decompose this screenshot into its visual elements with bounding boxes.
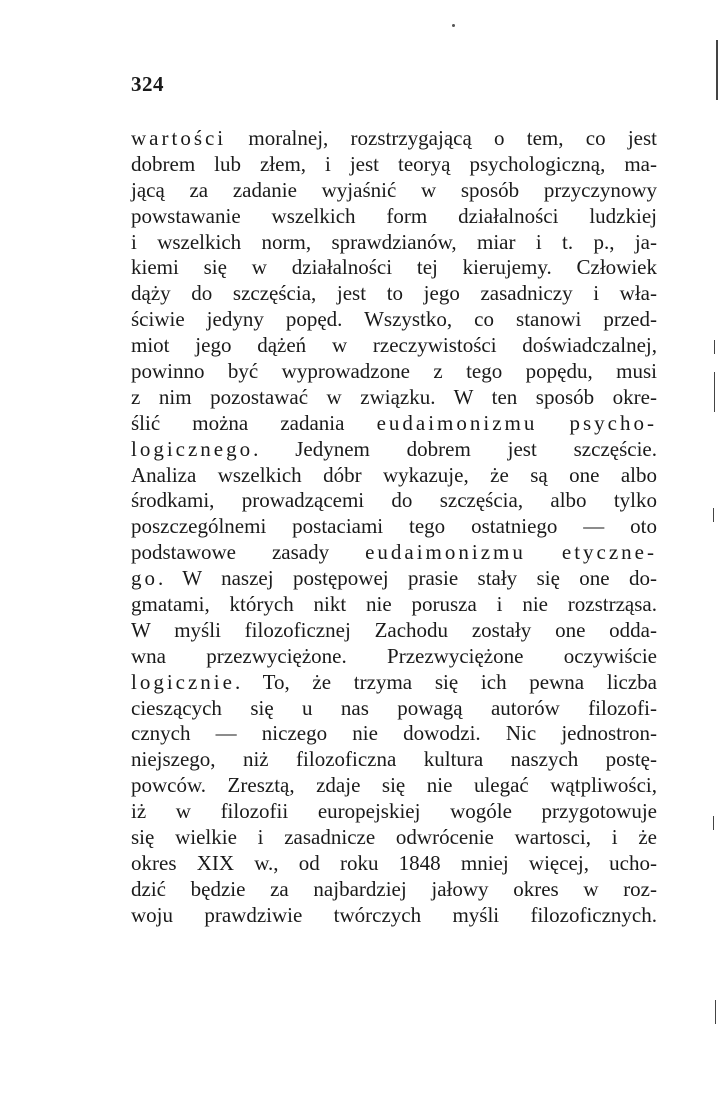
text-segment: gmatami, których nikt nie porusza i nie rozstrząsa. [131,592,657,617]
text-line [131,152,657,178]
text-segment: powinno być wyprowadzone z tego popędu, musi [131,359,657,384]
text-line [131,126,657,152]
text-line [131,411,657,437]
text-line [131,281,657,307]
text-segment [526,540,562,564]
text-segment: okres XIX w., od roku 1848 mniej więcej, ucho- [131,850,657,875]
text-line [131,773,657,799]
text-segment: podstawowe zasady [131,540,366,565]
spaced-emphasis-text: psycho- [569,410,657,435]
text-line [131,721,657,747]
text-segment [537,411,569,435]
text-line [131,204,657,230]
page-number: 324 [131,72,164,96]
text-segment: . Jedynem dobrem jest szczęście. [253,436,657,461]
text-line [131,618,657,644]
text-segment: i wszelkich norm, sprawdzianów, miar i t. p., ja- [131,229,657,254]
text-line [131,799,657,825]
text-line [131,825,657,851]
text-line [131,566,657,592]
text-line [131,385,657,411]
text-segment: środkami, prowadzącemi do szczęścia, albo tylko [131,488,657,513]
text-segment: miot jego dążeń w rzeczywistości doświadczalnej, [131,333,657,358]
text-segment: Analiza wszelkich dóbr wykazuje, że są one albo [131,462,657,487]
text-line [131,359,657,385]
spaced-emphasis-text: wartości [131,126,227,150]
text-line [131,255,657,281]
text-segment: poszczególnemi postaciami tego ostatniego — oto [131,514,657,539]
scan-edge-mark [713,816,714,830]
spaced-emphasis-text: eudaimonizmu [376,410,538,435]
text-segment: wna przezwyciężone. Przezwyciężone oczywiście [131,643,657,668]
text-segment: z nim pozostawać w związku. W ten sposób okre- [131,384,657,409]
spaced-emphasis-text: logicznego [131,436,254,461]
text-segment: jącą za zadanie wyjaśnić w sposób przyczynowy [131,177,657,202]
scan-edge-mark [714,340,715,354]
text-line [131,696,657,722]
scan-edge-mark [716,40,718,100]
text-line [131,747,657,773]
text-line [131,903,657,929]
text-segment: się wielkie i zasadnicze odwrócenie wartosci, i że [131,825,657,850]
text-line [131,437,657,463]
text-segment: . To, że trzyma się ich pewna liczba [234,669,657,694]
spaced-emphasis-text: eudaimonizmu [365,540,526,565]
text-line [131,592,657,618]
text-line [131,230,657,256]
text-line [131,333,657,359]
text-line [131,877,657,903]
text-segment: ściwie jedyny popęd. Wszystko, co stanowi przed- [131,307,657,332]
text-segment: ślić można zadania [131,410,377,435]
text-segment: iż w filozofii europejskiej wogóle przygotowuje [131,799,657,824]
text-segment: dzić będzie za najbardziej jałowy okres w roz- [131,876,657,901]
scan-edge-mark [713,508,714,522]
scan-edge-mark [714,372,715,412]
body-paragraph [131,126,657,929]
scan-speck [452,24,455,27]
text-line [131,514,657,540]
text-segment: niejszego, niż filozoficzna kultura naszych postę- [131,747,657,772]
spaced-emphasis-text: go [131,566,158,591]
text-segment: cieszących się u nas powagą autorów filozofi- [131,695,657,720]
text-segment: powców. Zresztą, zdaje się nie ulegać wątpliwości, [131,773,657,798]
text-line [131,670,657,696]
text-segment: woju prawdziwie twórczych myśli filozoficznych. [131,902,657,927]
text-line [131,178,657,204]
text-segment: . W naszej postępowej prasie stały się one do- [158,566,657,591]
scan-edge-mark [715,1000,716,1024]
text-line [131,644,657,670]
text-segment: dobrem lub złem, i jest teoryą psychologiczną, ma- [131,151,657,176]
text-segment: moralnej, rozstrzygającą o tem, co jest [226,126,657,150]
text-segment: W myśli filozoficznej Zachodu zostały one odda- [131,617,657,642]
text-line [131,463,657,489]
spaced-emphasis-text: etyczne- [561,540,657,565]
text-line [131,540,657,566]
text-line [131,488,657,514]
text-segment: kiemi się w działalności tej kierujemy. Człowiek [131,255,657,280]
spaced-emphasis-text: logicznie [131,669,235,694]
text-line [131,307,657,333]
text-line [131,851,657,877]
text-segment: powstawanie wszelkich form działalności ludzkiej [131,203,657,228]
text-segment: cznych — niczego nie dowodzi. Nic jednostron- [131,721,657,746]
text-segment: dąży do szczęścia, jest to jego zasadniczy i wła- [131,281,657,306]
